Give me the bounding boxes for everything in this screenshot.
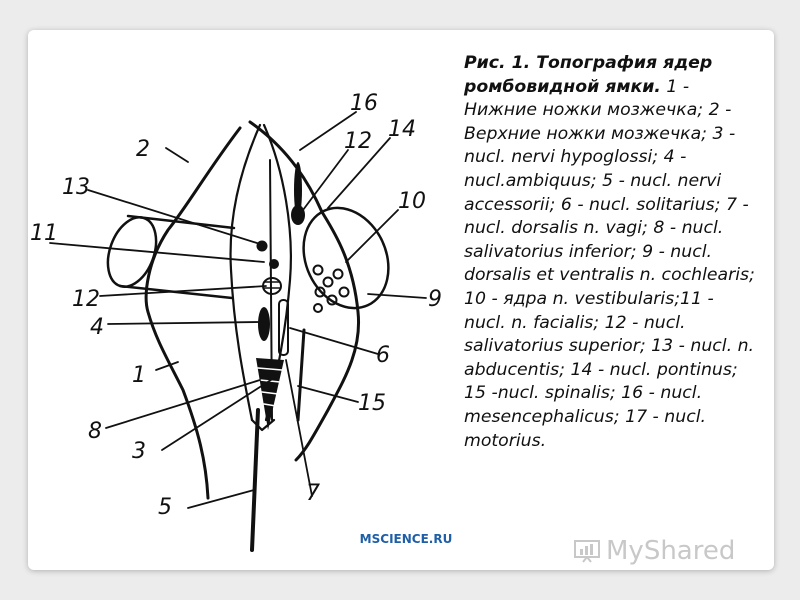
label-8: 8	[88, 419, 102, 444]
label-16: 16	[350, 91, 378, 116]
leader-lines	[50, 112, 426, 508]
label-7: 7	[306, 481, 320, 506]
nucleus-15	[298, 330, 304, 420]
nucleus-5	[252, 410, 258, 550]
fossa-outline-left	[146, 128, 240, 498]
label-13: 13	[62, 175, 90, 200]
nucleus-13	[257, 241, 268, 252]
slide-panel	[28, 30, 774, 570]
label-2: 2	[136, 137, 150, 162]
mscience-watermark: MSCIENCE.RU	[348, 527, 464, 551]
label-1: 1	[132, 363, 146, 388]
label-9: 9	[428, 287, 442, 312]
nucleus-9d	[314, 304, 322, 312]
label-6: 6	[376, 343, 390, 368]
nucleus-11	[269, 259, 279, 269]
caption-body: 1 - Нижние ножки мозжечка; 2 - Верхние ножки мозжечка; 3 - nucl. nervi hypoglossi; 4 - nucl.ambiquus; 5 - nucl. nervi accessorii; 6 - nucl. solitarius; 7 - nucl. dorsalis n. vagi; 8 - nucl. salivatorius inferior; 9 - nucl. dorsalis et ventralis n. cochlearis; 10 - ядра n. vestibularis;11 - nucl. n. facialis; 12 - nucl. salivatorius superior; 13 - nucl. n. abducentis; 14 - nucl. pontinus; 15 -nucl. spinalis; 16 - nucl. mesencephalicus; 17 - nucl. motorius.	[464, 76, 755, 451]
nucleus-4	[258, 307, 270, 341]
nucleus-12-upper	[291, 205, 305, 225]
presentation-icon	[574, 539, 600, 563]
label-3: 3	[132, 439, 146, 464]
label-12-right: 12	[344, 129, 372, 154]
label-5: 5	[158, 495, 172, 520]
figure-caption	[464, 52, 760, 453]
nucleus-10b	[324, 278, 333, 287]
nucleus-10a	[314, 266, 323, 275]
label-10: 10	[398, 189, 426, 214]
nucleus-10c	[334, 270, 343, 279]
caption-title: Рис. 1. Топография ядер ромбовидной ямки.	[464, 53, 713, 97]
label-15: 15	[358, 391, 386, 416]
label-14: 14	[388, 117, 416, 142]
label-4: 4	[90, 315, 104, 340]
myshared-watermark	[606, 536, 735, 566]
myshared-text: MyShared	[606, 536, 736, 566]
inner-rhomboid-left	[231, 125, 260, 420]
label-11: 11	[30, 221, 58, 246]
nucleus-9b	[340, 288, 349, 297]
label-12-left: 12	[72, 287, 100, 312]
